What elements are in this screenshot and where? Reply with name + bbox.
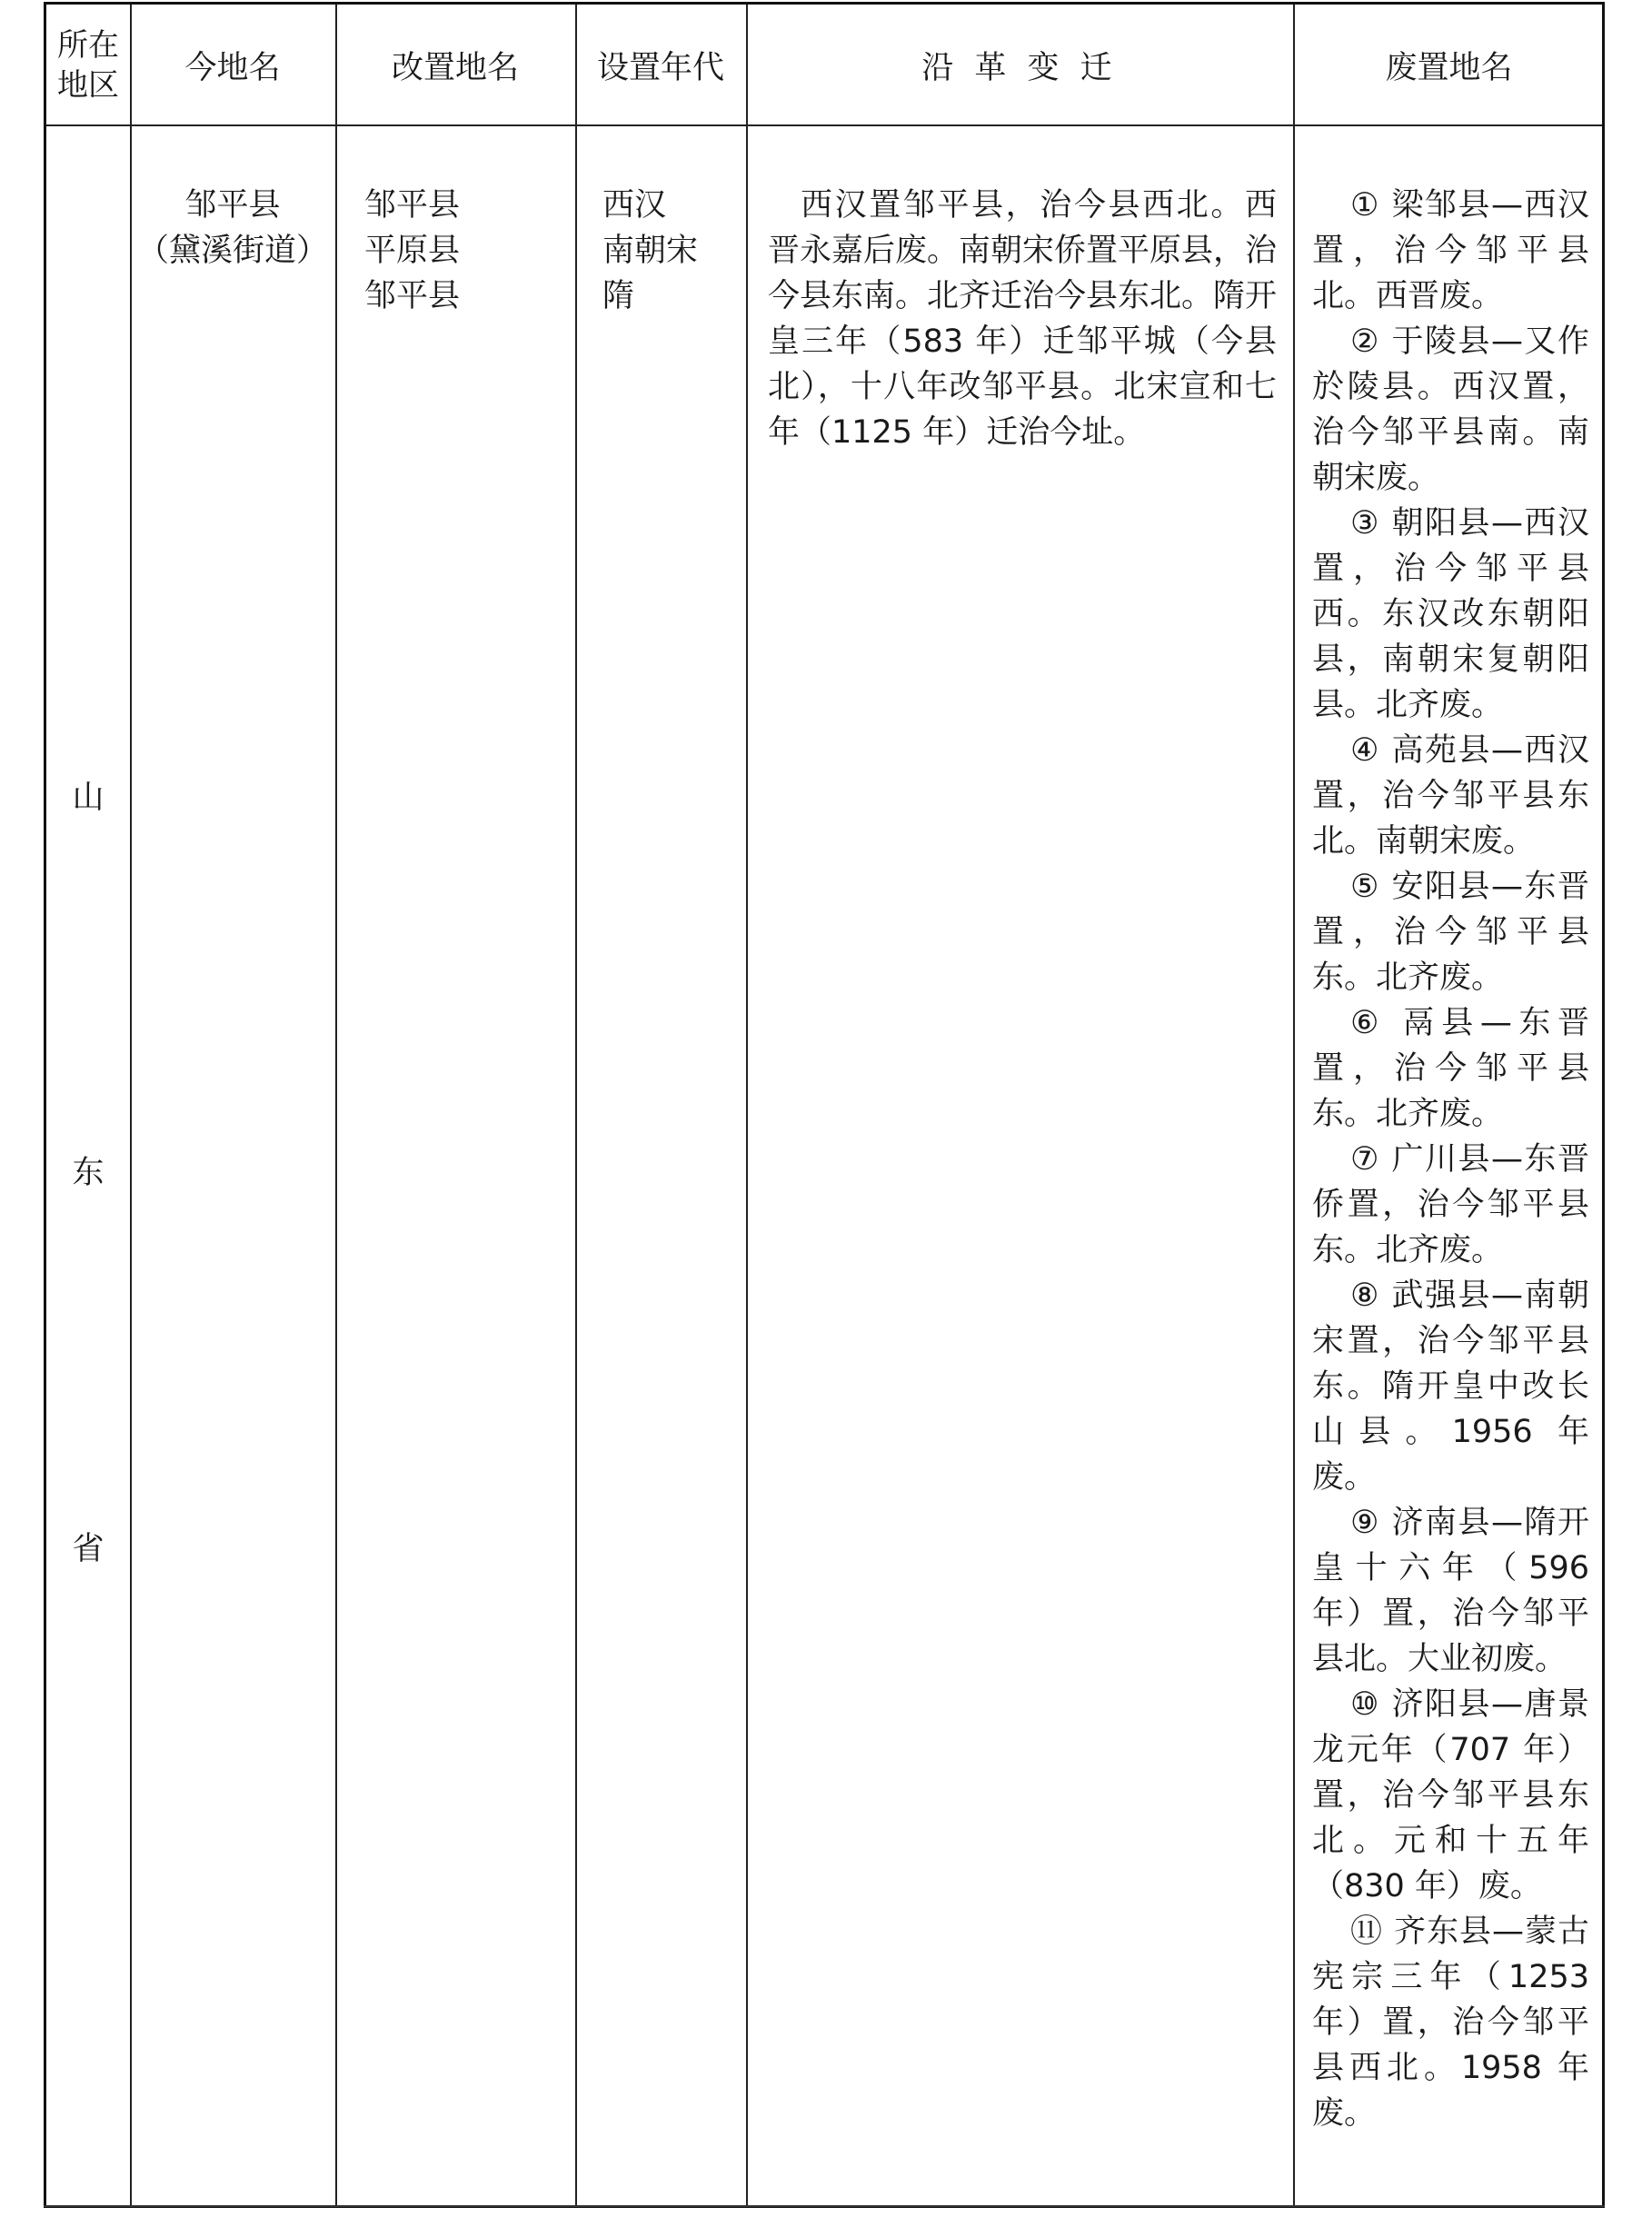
- evolution-text: 西汉置邹平县，治今县西北。西晋永嘉后废。南朝宋侨置平原县，治今县东南。北齐迁治今县东北。隋开皇三年（583 年）迁邹平城（今县北），十八年改邹平县。北宋宣和七年（1125 年）迁治今址。: [768, 187, 1278, 451]
- column-divider: [575, 5, 577, 2205]
- abolished-item: ⑩ 济阳县—唐景龙元年（707 年）置，治今邹平县东北。元和十五年（830 年）废。: [1312, 1686, 1589, 1904]
- abolished-item: ② 于陵县—又作於陵县。西汉置，治今邹平县南。南朝宋废。: [1312, 323, 1589, 496]
- eras-cell: [602, 183, 739, 319]
- evolution-cell: [768, 183, 1277, 455]
- era: 隋: [602, 278, 635, 314]
- current-name-cell: [130, 183, 335, 273]
- header-evolution: 沿 革 变 迁: [921, 50, 1118, 86]
- column-divider: [746, 5, 748, 2205]
- history-table: [44, 2, 1605, 2208]
- abolished-item: ① 梁邹县—西汉置，治今邹平县北。西晋废。: [1312, 187, 1589, 314]
- current-name-note: （黛溪街道）: [136, 233, 328, 269]
- abolished-cell: [1312, 183, 1589, 2136]
- changed-name: 邹平县: [364, 278, 461, 314]
- abolished-item: ④ 高苑县—西汉置，治今邹平县东北。南朝宋废。: [1312, 732, 1589, 860]
- abolished-item: ⑦ 广川县—东晋侨置，治今邹平县东。北齐废。: [1312, 1141, 1589, 1268]
- era: 西汉: [602, 187, 667, 224]
- header-current-name: 今地名: [184, 50, 281, 86]
- header-era: 设置年代: [596, 50, 724, 86]
- abolished-item: ⑪ 齐东县—蒙古宪宗三年（1253 年）置，治今邹平县西北。1958 年废。: [1312, 1914, 1589, 2132]
- column-divider: [130, 5, 132, 2205]
- abolished-item: ③ 朝阳县—西汉置，治今邹平县西。东汉改东朝阳县，南朝宋复朝阳县。北齐废。: [1312, 505, 1589, 723]
- abolished-item: ⑤ 安阳县—东晋置，治今邹平县东。北齐废。: [1312, 869, 1589, 996]
- region-char: 山: [72, 780, 104, 816]
- column-divider: [1293, 5, 1295, 2205]
- header-abolished-name: 废置地名: [1385, 50, 1513, 86]
- changed-name: 邹平县: [364, 187, 461, 224]
- abolished-item: ⑥ 鬲县—东晋置，治今邹平县东。北齐废。: [1312, 1005, 1589, 1132]
- column-divider: [335, 5, 337, 2205]
- header-region: 所在地区: [57, 27, 119, 104]
- header-changed-name: 改置地名: [391, 50, 519, 86]
- abolished-item: ⑧ 武强县—南朝宋置，治今邹平县东。隋开皇中改长山县。1956 年废。: [1312, 1278, 1589, 1496]
- abolished-item: ⑨ 济南县—隋开皇十六年（596 年）置，治今邹平县北。大业初废。: [1312, 1505, 1589, 1677]
- region-char: 省: [72, 1531, 104, 1567]
- current-name: 邹平县: [184, 187, 281, 224]
- region-char: 东: [72, 1155, 104, 1191]
- era: 南朝宋: [602, 233, 699, 269]
- table-bottom-rule: [44, 2205, 1605, 2207]
- changed-names-cell: [364, 183, 564, 319]
- changed-name: 平原县: [364, 233, 461, 269]
